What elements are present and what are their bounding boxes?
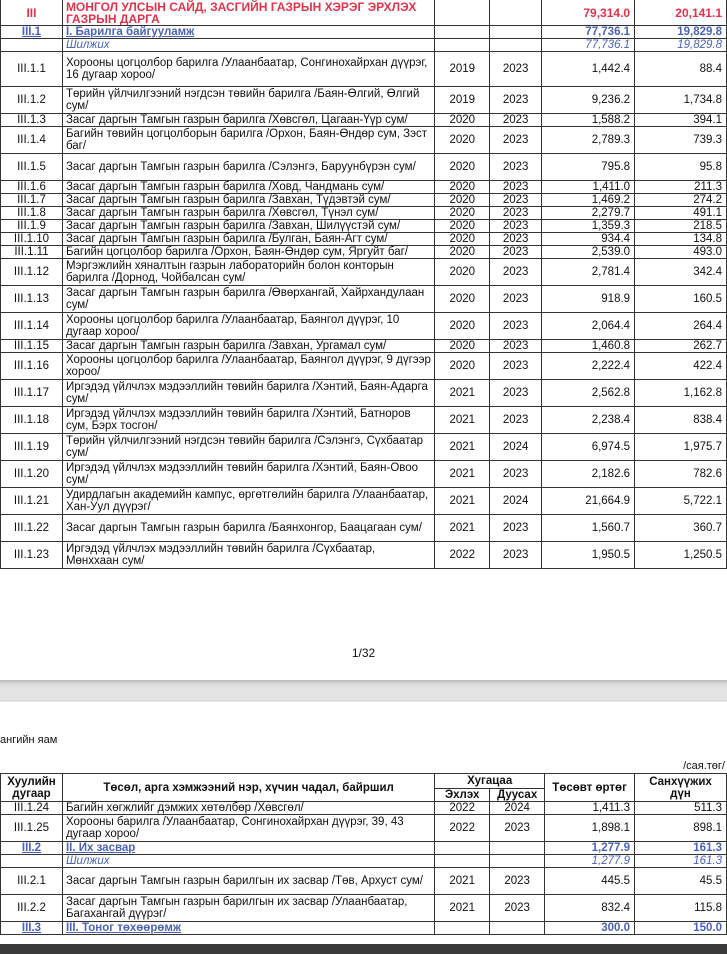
table-row — [1, 313, 727, 340]
table-row — [1, 194, 727, 207]
unit-label: /сая.төг/ — [683, 760, 725, 772]
table-row — [1, 154, 727, 181]
table-row — [1, 488, 727, 515]
table-row — [1, 0, 727, 26]
cell-code: III.1.8 — [1, 207, 63, 220]
table-row — [1, 515, 727, 542]
cell-name: Багийн хөгжлийг дэмжих хөтөлбөр /Хөвсгөл/ — [62, 802, 434, 815]
table-row — [1, 52, 727, 87]
cell-start: 2020 — [435, 207, 490, 220]
page-separator — [0, 680, 727, 702]
cell-cost: 1,469.2 — [542, 194, 635, 207]
cell-name: Хорооны цогцолбор барилга /Улаанбаатар, Баянгол дүүрэг, 10 дугаар хороо/ — [62, 313, 434, 340]
cell-code: III.1.7 — [1, 194, 63, 207]
cell-end: 2023 — [490, 380, 542, 407]
cell-start: 2020 — [435, 114, 490, 127]
cell-cost: 1,277.9 — [545, 855, 635, 868]
cell-start: 2020 — [435, 233, 490, 246]
cell-end — [490, 0, 542, 26]
cell-cost: 21,664.9 — [542, 488, 635, 515]
cell-cost: 9,236.2 — [542, 87, 635, 114]
cell-start — [435, 922, 490, 935]
cell-end: 2023 — [490, 52, 542, 87]
cell-name: Засаг даргын Тамгын газрын барилга /Булган, Баян-Агт сум/ — [62, 233, 434, 246]
cell-code: III.1.25 — [1, 815, 63, 842]
cell-start: 2021 — [435, 868, 490, 895]
cell-code: III.1.15 — [1, 340, 63, 353]
cell-end — [490, 842, 545, 855]
cell-start — [435, 855, 490, 868]
cell-code: III.1.24 — [1, 802, 63, 815]
cell-name: Засаг даргын Тамгын газрын барилга /Завхан, Ургамал сум/ — [62, 340, 434, 353]
cell-fund: 1,734.8 — [635, 87, 727, 114]
cell-end: 2023 — [490, 220, 542, 233]
cell-name: Мэргэжлийн хяналтын газрын лабораторийн болон конторын барилга /Дорнод, Чойбалсан сум/ — [62, 259, 434, 286]
cell-fund: 1,162.8 — [635, 380, 727, 407]
cell-code: III.1.1 — [1, 52, 63, 87]
cell-end: 2023 — [490, 87, 542, 114]
cell-code: III.3 — [1, 922, 63, 935]
cell-name: III. Тоног төхөөрөмж — [62, 922, 434, 935]
cell-fund: 264.4 — [635, 313, 727, 340]
cell-name: Иргэдэд үйлчлэх мэдээллийн төвийн барилга /Хэнтий, Баян-Овоо сум/ — [62, 461, 434, 488]
cell-end: 2023 — [490, 815, 545, 842]
cell-fund: 19,829.8 — [635, 39, 727, 52]
cell-fund: 898.1 — [635, 815, 727, 842]
cell-start — [435, 39, 490, 52]
cell-name: Засаг даргын Тамгын газрын барилгын их засвар /Төв, Архуст сум/ — [62, 868, 434, 895]
cell-name: Засаг даргын Тамгын газрын барилга /Өвөрхангай, Хайрхандулаан сум/ — [62, 286, 434, 313]
table-row — [1, 380, 727, 407]
cell-end: 2024 — [490, 802, 545, 815]
table-row — [1, 353, 727, 380]
cell-code: III.1.23 — [1, 542, 63, 569]
cell-name: Иргэдэд үйлчлэх мэдээллийн төвийн барилга /Хэнтий, Баян-Адарга сум/ — [62, 380, 434, 407]
header-cost: Төсөвт өртөг — [545, 774, 635, 802]
cell-start: 2021 — [435, 461, 490, 488]
cell-code: III.1.10 — [1, 233, 63, 246]
cell-cost: 1,950.5 — [542, 542, 635, 569]
cell-name: МОНГОЛ УЛСЫН САЙД, ЗАСГИЙН ГАЗРЫН ХЭРЭГ ЭРХЛЭХ ГАЗРЫН ДАРГА — [62, 0, 434, 26]
cell-name: Засаг даргын Тамгын газрын барилга /Хөвсгөл, Түнэл сум/ — [62, 207, 434, 220]
cell-start: 2021 — [435, 895, 490, 922]
cell-cost: 934.4 — [542, 233, 635, 246]
cell-end: 2023 — [490, 407, 542, 434]
cell-fund: 838.4 — [635, 407, 727, 434]
cell-end: 2023 — [490, 259, 542, 286]
cell-name: II. Их засвар — [62, 842, 434, 855]
cell-end: 2023 — [490, 181, 542, 194]
cell-cost: 2,539.0 — [542, 246, 635, 259]
cell-end: 2023 — [490, 194, 542, 207]
cell-code: III.1.17 — [1, 380, 63, 407]
cell-fund: 511.3 — [635, 802, 727, 815]
budget-table-page-2 — [0, 773, 727, 935]
viewer-bottom-bar — [0, 944, 727, 954]
cell-name: Шилжих — [62, 39, 434, 52]
cell-start: 2022 — [435, 815, 490, 842]
cell-code: III.1.20 — [1, 461, 63, 488]
table-row — [1, 181, 727, 194]
cell-end: 2023 — [490, 233, 542, 246]
cell-fund: 274.2 — [635, 194, 727, 207]
cell-cost: 79,314.0 — [542, 0, 635, 26]
table-row — [1, 868, 727, 895]
cell-fund: 19,829.8 — [635, 26, 727, 39]
cell-code: III.1.13 — [1, 286, 63, 313]
cell-name: Хорооны барилга /Улаанбаатар, Сонгинохайрхан дүүрэг, 39, 43 дугаар хороо/ — [62, 815, 434, 842]
cell-fund: 218.5 — [635, 220, 727, 233]
cell-fund: 1,250.5 — [635, 542, 727, 569]
cell-end: 2023 — [490, 246, 542, 259]
cell-code: III.1.11 — [1, 246, 63, 259]
cell-code: III.2.1 — [1, 868, 63, 895]
cell-fund: 95.8 — [635, 154, 727, 181]
cell-code: III.1.18 — [1, 407, 63, 434]
cell-name: Засаг даргын Тамгын газрын барилгын их засвар /Улаанбаатар, Багахангай дүүрэг/ — [62, 895, 434, 922]
cell-cost: 832.4 — [545, 895, 635, 922]
cell-cost: 1,898.1 — [545, 815, 635, 842]
cell-cost: 1,411.0 — [542, 181, 635, 194]
cell-cost: 1,442.4 — [542, 52, 635, 87]
cell-cost: 1,277.9 — [545, 842, 635, 855]
cell-fund: 88.4 — [635, 52, 727, 87]
table-row — [1, 815, 727, 842]
cell-cost: 1,359.3 — [542, 220, 635, 233]
cell-fund: 491.1 — [635, 207, 727, 220]
cell-fund: 5,722.1 — [635, 488, 727, 515]
cell-end: 2023 — [490, 353, 542, 380]
table-row — [1, 87, 727, 114]
cell-fund: 493.0 — [635, 246, 727, 259]
ministry-name-fragment: ангийн яам — [0, 734, 58, 746]
cell-fund: 394.1 — [635, 114, 727, 127]
cell-fund: 342.4 — [635, 259, 727, 286]
cell-cost: 6,974.5 — [542, 434, 635, 461]
cell-end — [490, 855, 545, 868]
cell-cost: 1,588.2 — [542, 114, 635, 127]
cell-start: 2020 — [435, 313, 490, 340]
table-row — [1, 233, 727, 246]
cell-start: 2021 — [435, 407, 490, 434]
cell-end: 2023 — [490, 542, 542, 569]
cell-code: III — [1, 0, 63, 26]
cell-fund: 1,975.7 — [635, 434, 727, 461]
cell-start: 2020 — [435, 246, 490, 259]
cell-code: III.1.2 — [1, 87, 63, 114]
cell-end: 2023 — [490, 515, 542, 542]
cell-code: III.1.4 — [1, 127, 63, 154]
cell-fund: 115.8 — [635, 895, 727, 922]
cell-cost: 2,238.4 — [542, 407, 635, 434]
table-row — [1, 246, 727, 259]
cell-name: Иргэдэд үйлчлэх мэдээллийн төвийн барилга /Сүхбаатар, Мөнххаан сум/ — [62, 542, 434, 569]
cell-code: III.1.6 — [1, 181, 63, 194]
table-row — [1, 127, 727, 154]
cell-code — [1, 855, 63, 868]
cell-fund: 150.0 — [635, 922, 727, 935]
cell-end: 2023 — [490, 313, 542, 340]
table-row — [1, 922, 727, 935]
cell-start: 2020 — [435, 286, 490, 313]
cell-start: 2021 — [435, 434, 490, 461]
cell-fund: 20,141.1 — [635, 0, 727, 26]
cell-name: Удирдлагын академийн кампус, өргөтгөлийн барилга /Улаанбаатар, Хан-Уул дүүрэг/ — [62, 488, 434, 515]
cell-end: 2023 — [490, 895, 545, 922]
cell-cost: 300.0 — [545, 922, 635, 935]
cell-start — [435, 0, 490, 26]
table-row — [1, 895, 727, 922]
table-row — [1, 407, 727, 434]
table-row — [1, 434, 727, 461]
table-row — [1, 461, 727, 488]
cell-name: Засаг даргын Тамгын газрын барилга /Баянхонгор, Баацагаан сум/ — [62, 515, 434, 542]
cell-cost: 1,411.3 — [545, 802, 635, 815]
cell-fund: 161.3 — [635, 842, 727, 855]
cell-code: III.1.9 — [1, 220, 63, 233]
cell-start: 2020 — [435, 181, 490, 194]
cell-start: 2021 — [435, 380, 490, 407]
cell-end: 2024 — [490, 488, 542, 515]
cell-name: I. Барилга байгууламж — [62, 26, 434, 39]
table-row — [1, 542, 727, 569]
cell-cost: 2,781.4 — [542, 259, 635, 286]
cell-cost: 77,736.1 — [542, 26, 635, 39]
cell-start: 2020 — [435, 259, 490, 286]
cell-name: Иргэдэд үйлчлэх мэдээллийн төвийн барилга /Хэнтий, Батноров сум, Бэрх тосгон/ — [62, 407, 434, 434]
table-row — [1, 842, 727, 855]
cell-fund: 782.6 — [635, 461, 727, 488]
cell-start: 2019 — [435, 52, 490, 87]
cell-start: 2021 — [435, 515, 490, 542]
header-start: Эхлэх — [435, 789, 490, 802]
cell-end: 2024 — [490, 434, 542, 461]
cell-fund: 360.7 — [635, 515, 727, 542]
table-row — [1, 220, 727, 233]
cell-cost: 2,064.4 — [542, 313, 635, 340]
cell-cost: 1,460.8 — [542, 340, 635, 353]
cell-name: Шилжих — [62, 855, 434, 868]
cell-code: III.2.2 — [1, 895, 63, 922]
cell-start: 2020 — [435, 340, 490, 353]
cell-code: III.2 — [1, 842, 63, 855]
cell-end: 2023 — [490, 207, 542, 220]
cell-end: 2023 — [490, 286, 542, 313]
cell-cost: 2,222.4 — [542, 353, 635, 380]
table-row — [1, 340, 727, 353]
cell-start: 2020 — [435, 194, 490, 207]
cell-name: Багийн цогцолбор барилга /Орхон, Баян-Өндөр сум, Яргуйт баг/ — [62, 246, 434, 259]
cell-fund: 422.4 — [635, 353, 727, 380]
cell-name: Засаг даргын Тамгын газрын барилга /Сэлэнгэ, Баруунбүрэн сум/ — [62, 154, 434, 181]
cell-name: Хорооны цогцолбор барилга /Улаанбаатар, Сонгинохайрхан дүүрэг, 16 дугаар хороо/ — [62, 52, 434, 87]
cell-cost: 77,736.1 — [542, 39, 635, 52]
cell-cost: 795.8 — [542, 154, 635, 181]
page-number: 1/32 — [351, 646, 376, 660]
header-period: Хугацаа — [435, 774, 545, 789]
cell-cost: 2,562.8 — [542, 380, 635, 407]
cell-cost: 1,560.7 — [542, 515, 635, 542]
cell-code: III.1.12 — [1, 259, 63, 286]
document-page-2 — [0, 702, 727, 954]
cell-code: III.1.19 — [1, 434, 63, 461]
cell-name: Багийн төвийн цогцолборын барилга /Орхон, Баян-Өндөр сум, Зэст баг/ — [62, 127, 434, 154]
cell-cost: 2,789.3 — [542, 127, 635, 154]
cell-end — [490, 39, 542, 52]
cell-fund: 739.3 — [635, 127, 727, 154]
cell-code: III.1.16 — [1, 353, 63, 380]
cell-start — [435, 842, 490, 855]
cell-start — [435, 26, 490, 39]
cell-name: Засаг даргын Тамгын газрын барилга /Хөвсгөл, Цагаан-Үүр сум/ — [62, 114, 434, 127]
cell-fund: 160.5 — [635, 286, 727, 313]
cell-start: 2022 — [435, 802, 490, 815]
cell-fund: 161.3 — [635, 855, 727, 868]
cell-end: 2023 — [490, 868, 545, 895]
cell-fund: 134.8 — [635, 233, 727, 246]
table-row — [1, 286, 727, 313]
header-name: Төсөл, арга хэмжээний нэр, хүчин чадал, байршил — [62, 774, 434, 802]
cell-name: Засаг даргын Тамгын газрын барилга /Завхан, Түдэвтэй сум/ — [62, 194, 434, 207]
cell-end — [490, 922, 545, 935]
table-row — [1, 802, 727, 815]
cell-start: 2020 — [435, 154, 490, 181]
cell-cost: 2,182.6 — [542, 461, 635, 488]
cell-name: Засаг даргын Тамгын газрын барилга /Завхан, Шилүүстэй сум/ — [62, 220, 434, 233]
cell-start: 2020 — [435, 127, 490, 154]
cell-end — [490, 26, 542, 39]
cell-cost: 2,279.7 — [542, 207, 635, 220]
cell-cost: 445.5 — [545, 868, 635, 895]
cell-start: 2022 — [435, 542, 490, 569]
cell-end: 2023 — [490, 127, 542, 154]
header-end: Дуусах — [490, 789, 545, 802]
cell-code: III.1.5 — [1, 154, 63, 181]
table-row — [1, 114, 727, 127]
cell-start: 2020 — [435, 353, 490, 380]
cell-name: Төрийн үйлчилгээний нэгдсэн төвийн барилга /Баян-Өлгий, Өлгий сум/ — [62, 87, 434, 114]
cell-name: Төрийн үйлчилгээний нэгдсэн төвийн барилга /Сэлэнгэ, Сүхбаатар сум/ — [62, 434, 434, 461]
table-row — [1, 207, 727, 220]
cell-name: Засаг даргын Тамгын газрын барилга /Ховд, Чандмань сум/ — [62, 181, 434, 194]
cell-code: III.1.3 — [1, 114, 63, 127]
cell-end: 2023 — [490, 461, 542, 488]
cell-code: III.1.22 — [1, 515, 63, 542]
cell-fund: 262.7 — [635, 340, 727, 353]
cell-code: III.1.14 — [1, 313, 63, 340]
cell-start: 2020 — [435, 220, 490, 233]
header-fund: Санхүүжих дүн — [635, 774, 727, 802]
cell-name: Хорооны цогцолбор барилга /Улаанбаатар, Баянгол дүүрэг, 9 дүгээр хороо/ — [62, 353, 434, 380]
cell-start: 2021 — [435, 488, 490, 515]
cell-start: 2019 — [435, 87, 490, 114]
cell-cost: 918.9 — [542, 286, 635, 313]
header-code: Хуулийн дугаар — [1, 774, 63, 802]
table-row — [1, 39, 727, 52]
table-row — [1, 26, 727, 39]
cell-end: 2023 — [490, 114, 542, 127]
cell-end: 2023 — [490, 154, 542, 181]
cell-fund: 211.3 — [635, 181, 727, 194]
cell-end: 2023 — [490, 340, 542, 353]
cell-code: III.1.21 — [1, 488, 63, 515]
cell-fund: 45.5 — [635, 868, 727, 895]
table-row — [1, 855, 727, 868]
table-row — [1, 259, 727, 286]
cell-code: III.1 — [1, 26, 63, 39]
cell-code — [1, 39, 63, 52]
